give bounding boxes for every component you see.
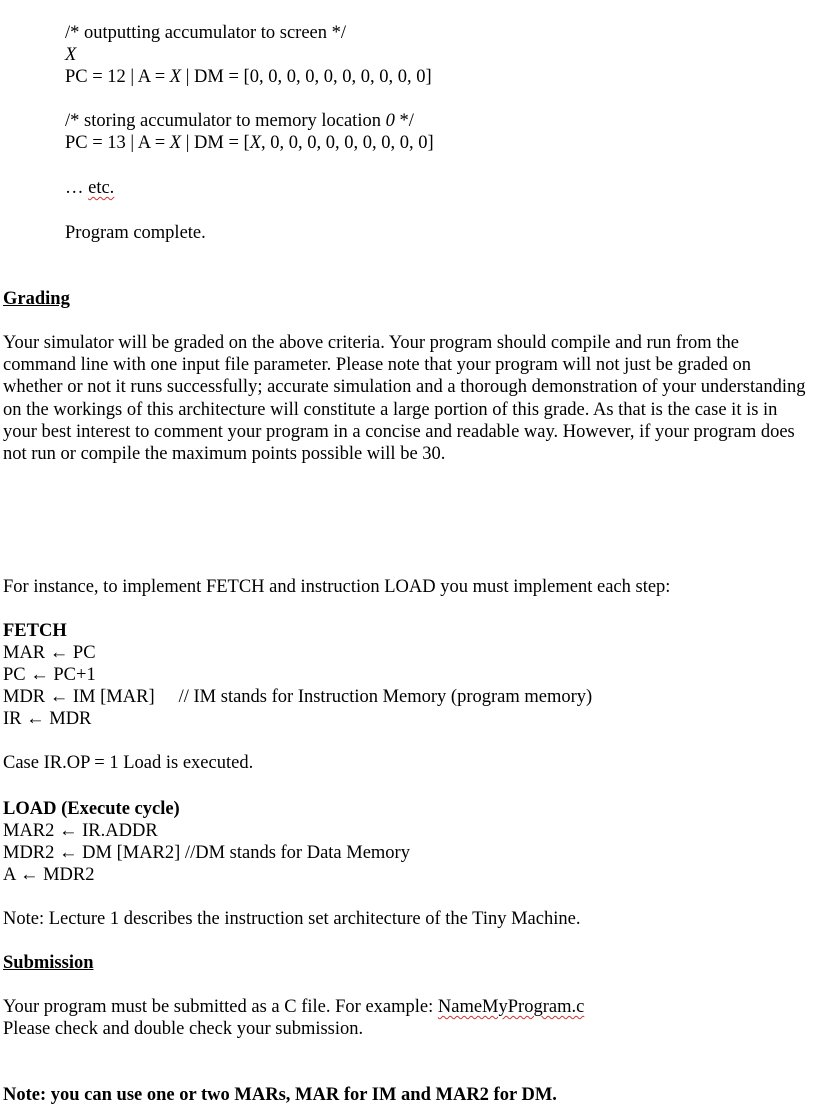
grading-heading: Grading [3, 289, 70, 309]
store-comment [65, 110, 414, 132]
state-pc-12 [65, 66, 432, 88]
example-filename: NameMyProgram.c [437, 997, 585, 1017]
output-value: X [65, 45, 77, 65]
state-pc-13 [65, 132, 434, 154]
fetch-step-3-text: MDR ← IM [MAR] [3, 687, 155, 707]
case-line: Case IR.OP = 1 Load is executed. [3, 753, 254, 773]
state-13-prefix: PC = 13 | A = [65, 133, 170, 153]
state-13-dm0: X [249, 133, 262, 153]
note-mars: Note: you can use one or two MARs, MAR for IM and MAR2 for DM. [3, 1085, 557, 1105]
state-12-prefix: PC = 12 | A = [65, 67, 170, 87]
fetch-title: FETCH [3, 621, 67, 641]
submission-line-1-text: Your program must be submitted as a C file. For example: [3, 997, 438, 1017]
load-step-2: MDR2 ← DM [MAR2] //DM stands for Data Memory [3, 843, 410, 863]
submission-line-2: Please check and double check your submission. [3, 1019, 364, 1039]
note-lecture: Note: Lecture 1 describes the instruction set architecture of the Tiny Machine. [3, 909, 581, 929]
state-13-a: X [169, 133, 182, 153]
fetch-step-2: PC ← PC+1 [3, 665, 96, 685]
state-13-suffix: , 0, 0, 0, 0, 0, 0, 0, 0, 0] [261, 133, 434, 153]
submission-heading: Submission [3, 953, 94, 973]
submission-line-1 [3, 996, 584, 1018]
state-12-a: X [169, 67, 182, 87]
store-comment-loc: 0 [385, 111, 395, 131]
ellipsis: … [65, 178, 89, 198]
fetch-step-1: MAR ← PC [3, 643, 96, 663]
etc-text: etc. [88, 178, 115, 198]
output-comment: /* outputting accumulator to screen */ [65, 23, 347, 43]
state-12-suffix: | DM = [0, 0, 0, 0, 0, 0, 0, 0, 0, 0] [181, 67, 432, 87]
fetch-step-3 [3, 686, 592, 708]
program-complete: Program complete. [65, 223, 206, 243]
load-step-3: A ← MDR2 [3, 865, 95, 885]
load-title: LOAD (Execute cycle) [3, 799, 180, 819]
fetch-step-3-comment: // IM stands for Instruction Memory (program memory) [178, 687, 593, 707]
fetch-step-4: IR ← MDR [3, 709, 92, 729]
etc-line [65, 177, 114, 199]
instance-line: For instance, to implement FETCH and instruction LOAD you must implement each step: [3, 577, 671, 597]
store-comment-prefix: /* storing accumulator to memory location [65, 111, 386, 131]
store-comment-suffix: */ [394, 111, 414, 131]
grading-body: Your simulator will be graded on the above criteria. Your program should compile and run from the command line with one input file parameter. Please note that your program will not just be graded on whether or not it runs successfully; accurate simulation and a thorough demonstration of your understanding on the workings of this architecture will constitute a large portion of this grade. As that is the case it is in your best interest to comment your program in a concise and readable way. However, if your program does not run or compile the maximum points possible will be 30. [3, 333, 806, 465]
state-13-mid: | DM = [ [181, 133, 250, 153]
load-step-1: MAR2 ← IR.ADDR [3, 821, 158, 841]
